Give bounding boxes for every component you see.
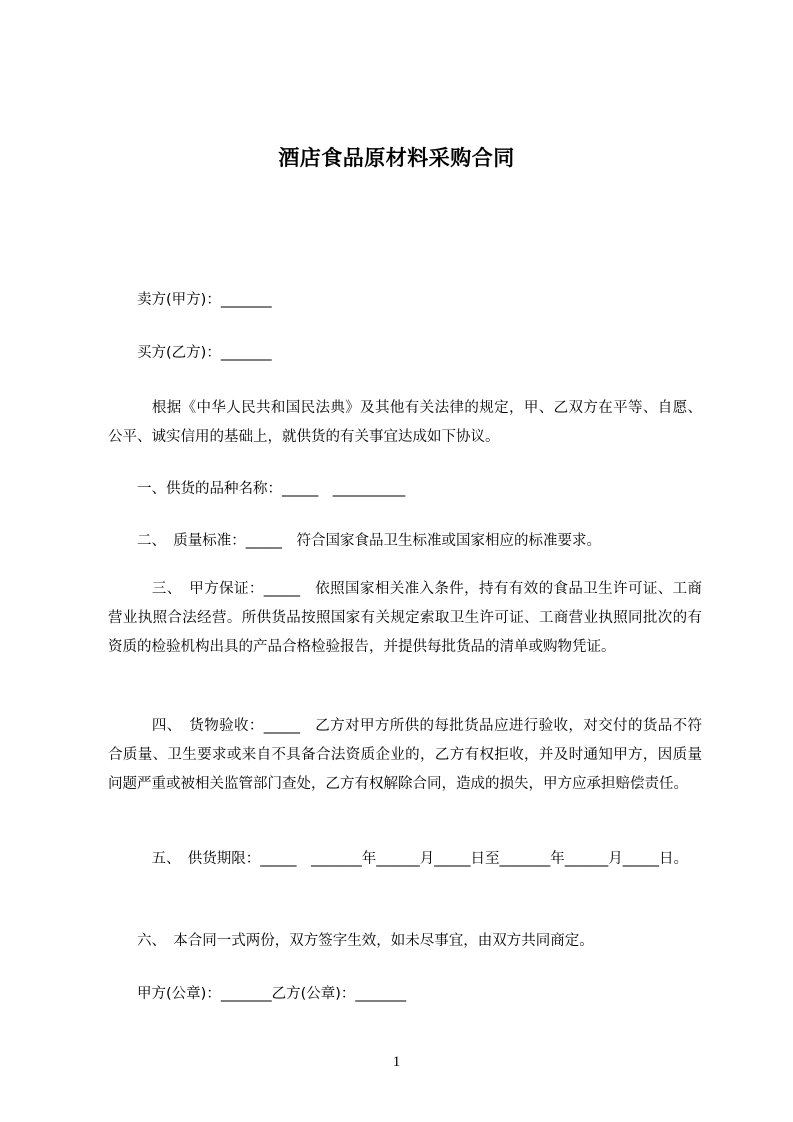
signature-line: 甲方(公章)：_______乙方(公章)：_______: [137, 986, 407, 1002]
buyer-line: 买方(乙方)：_______: [137, 345, 272, 361]
clause-6: 六、 本合同一式两份，双方签字生效，如未尽事宜，由双方共同商定。: [137, 933, 594, 949]
clause-2: 二、 质量标准：_____ 符合国家食品卫生标准或国家相应的标准要求。: [137, 533, 601, 549]
seller-line: 卖方(甲方)：_______: [137, 292, 272, 308]
page-number: 1: [392, 1054, 401, 1070]
clause-4: 四、 货物验收：_____ 乙方对甲方所供的每批货品应进行验收，对交付的货品不符合质量、卫生要求或来自不具备合法资质企业的，乙方有权拒收，并及时通知甲方，因质量问题严重或被相关监管部门查处，乙方有权解除合同，造成的损失，甲方应承担赔偿责任。: [108, 718, 702, 792]
clause-5: 五、 供货期限：_____ _______年______月_____日至_______年______月_____日。: [137, 851, 688, 867]
preamble-paragraph: 根据《中华人民共和国民法典》及其他有关法律的规定，甲、乙双方在平等、自愿、公平、诚实信用的基础上，就供货的有关事宜达成如下协议。: [108, 400, 702, 445]
document-title: 酒店食品原材料采购合同: [278, 146, 515, 170]
clause-1: 一、供货的品种名称：_____ __________: [137, 481, 406, 497]
clause-3: 三、 甲方保证：_____ 依照国家相关准入条件，持有有效的食品卫生许可证、工商营业执照合法经营。所供货品按照国家有关规定索取卫生许可证、工商营业执照同批次的有资质的检验机构出具的产品合格检验报告，并提供每批货品的清单或购物凭证。: [108, 581, 702, 655]
